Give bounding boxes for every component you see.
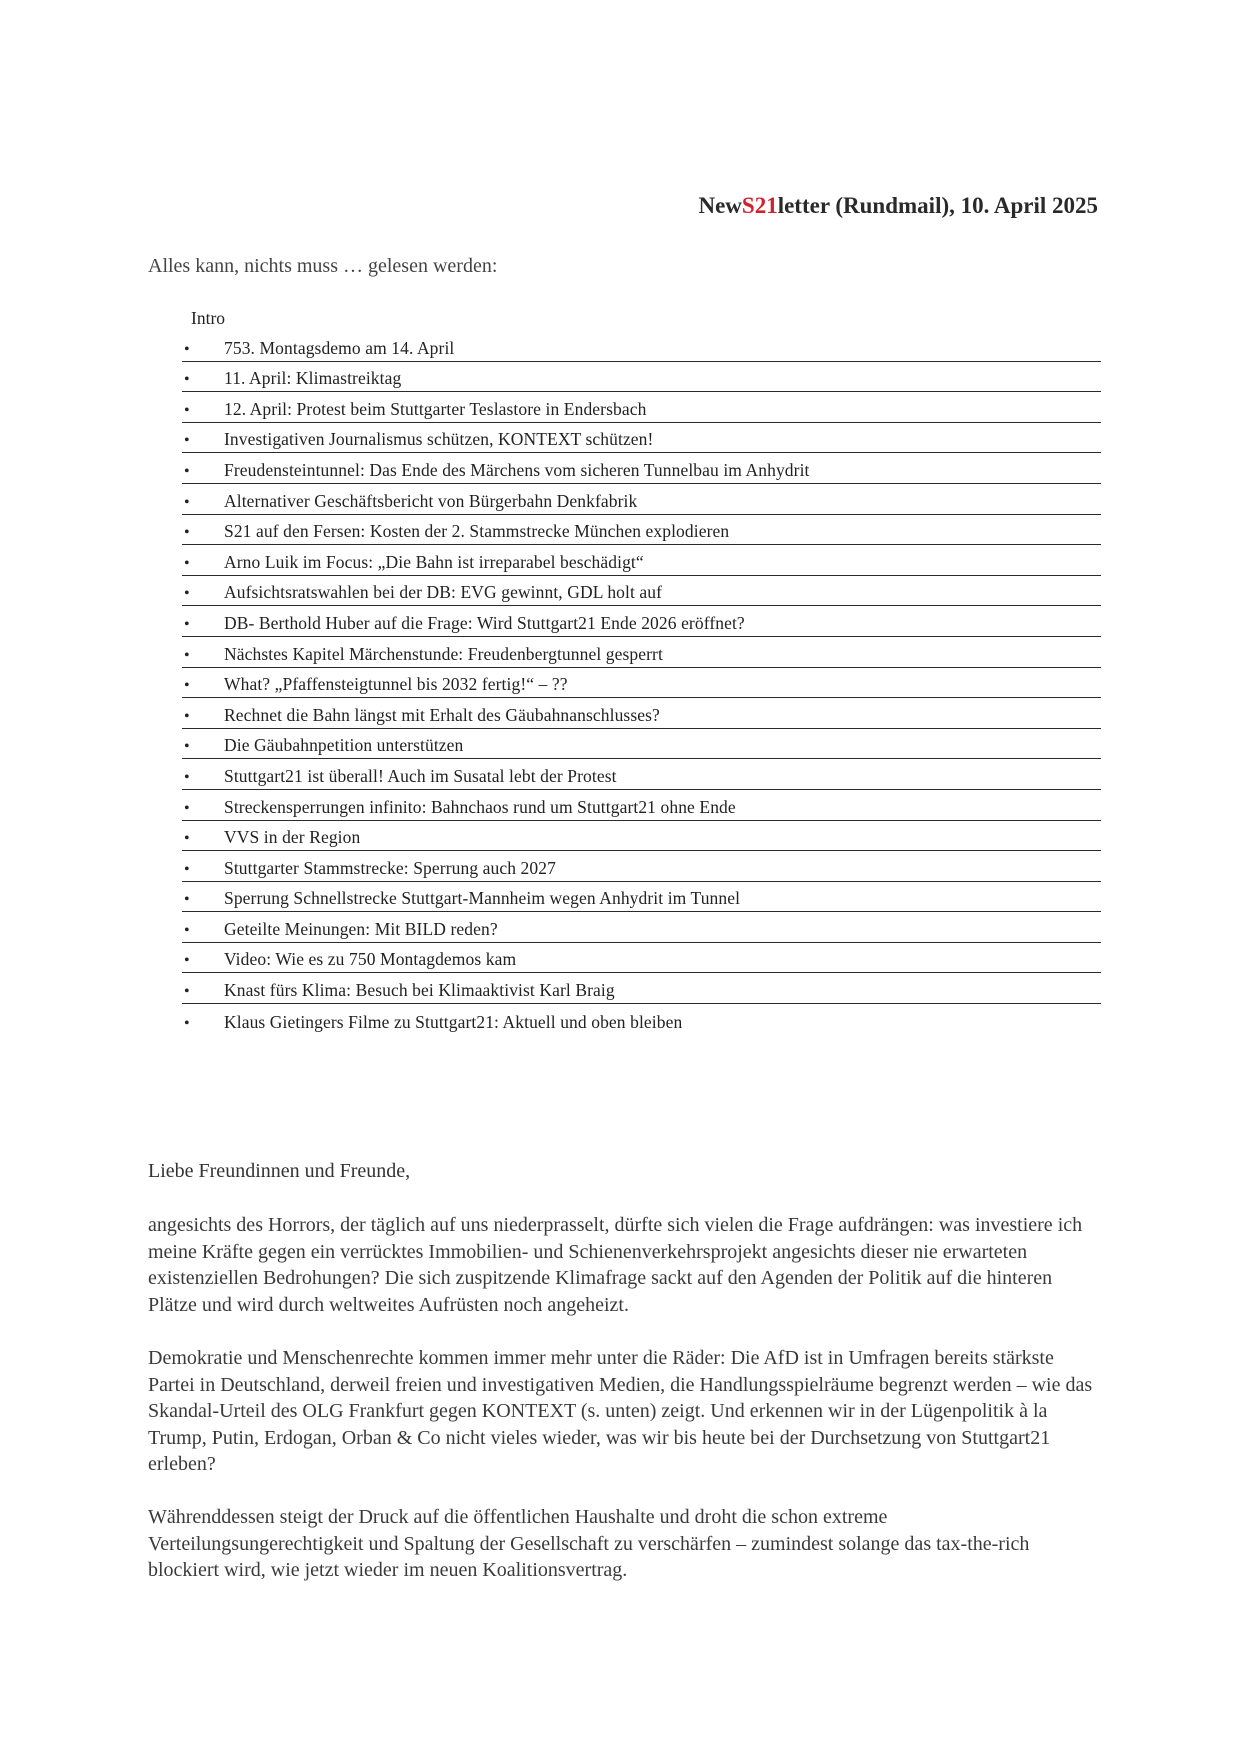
toc-item[interactable]	[182, 973, 1101, 1004]
toc-item-label: Alternativer Geschäftsbericht von Bürgerbahn Denkfabrik	[224, 490, 638, 511]
bullet-icon: •	[184, 432, 190, 450]
bullet-icon: •	[184, 921, 190, 939]
toc-item[interactable]	[182, 331, 1101, 362]
newsletter-title	[698, 193, 1098, 219]
toc-item[interactable]	[182, 362, 1101, 393]
toc-item[interactable]	[182, 943, 1101, 974]
bullet-icon: •	[184, 462, 190, 480]
toc-list	[182, 331, 1101, 1035]
toc-item-label: Sperrung Schnellstrecke Stuttgart-Mannheim wegen Anhydrit im Tunnel	[224, 888, 741, 909]
toc-item[interactable]	[182, 790, 1101, 821]
toc-item-label: Klaus Gietingers Filme zu Stuttgart21: Aktuell und oben bleiben	[224, 1011, 683, 1032]
toc-item[interactable]	[182, 882, 1101, 913]
toc-item[interactable]	[182, 576, 1101, 607]
reading-note: Alles kann, nichts muss … gelesen werden:	[148, 255, 498, 277]
table-of-contents	[182, 305, 1101, 1035]
toc-item-label: Video: Wie es zu 750 Montagdemos kam	[224, 949, 517, 970]
bullet-icon: •	[184, 554, 190, 572]
toc-item-label: Nächstes Kapitel Märchenstunde: Freudenbergtunnel gesperrt	[224, 643, 663, 664]
bullet-icon: •	[184, 493, 190, 511]
toc-item-label: Stuttgart21 ist überall! Auch im Susatal lebt der Protest	[224, 765, 617, 786]
toc-item[interactable]	[182, 912, 1101, 943]
bullet-icon: •	[184, 524, 190, 542]
bullet-icon: •	[184, 707, 190, 725]
toc-item[interactable]	[182, 423, 1101, 454]
title-suffix: letter (Rundmail), 10. April 2025	[777, 193, 1098, 218]
bullet-icon: •	[184, 830, 190, 848]
toc-item-label: Stuttgarter Stammstrecke: Sperrung auch 2027	[224, 857, 556, 878]
toc-item-label: Knast fürs Klima: Besuch bei Klimaaktivist Karl Braig	[224, 980, 615, 1001]
bullet-icon: •	[184, 340, 190, 358]
bullet-icon: •	[184, 860, 190, 878]
toc-item[interactable]	[182, 668, 1101, 699]
toc-item-label: What? „Pfaffensteigtunnel bis 2032 fertig!“ – ??	[224, 674, 568, 695]
letter-paragraph-1: angesichts des Horrors, der täglich auf uns niederprasselt, dürfte sich vielen die Frage aufdrängen: was investiere ich meine Kräfte gegen ein verrücktes Immobilien- und Schienenverkehrsprojekt angesichts dieser nie erwarteten existenziellen Bedrohungen? Die sich zuspitzende Klimafrage sackt auf den Agenden der Politik auf die hinteren Plätze und wird durch weltweites Aufrüsten noch angeheizt.	[148, 1214, 1083, 1316]
toc-item[interactable]	[182, 851, 1101, 882]
toc-item-label: 12. April: Protest beim Stuttgarter Teslastore in Endersbach	[224, 398, 647, 419]
bullet-icon: •	[184, 891, 190, 909]
bullet-icon: •	[184, 585, 190, 603]
bullet-icon: •	[184, 371, 190, 389]
toc-item-label: VVS in der Region	[224, 827, 361, 848]
bullet-icon: •	[184, 677, 190, 695]
bullet-icon: •	[184, 768, 190, 786]
title-highlight: S21	[741, 193, 778, 218]
toc-item-label: Streckensperrungen infinito: Bahnchaos rund um Stuttgart21 ohne Ende	[224, 796, 736, 817]
toc-item-label: Aufsichtsratswahlen bei der DB: EVG gewinnt, GDL holt auf	[224, 582, 663, 603]
toc-item[interactable]	[182, 729, 1101, 760]
toc-item-label: Die Gäubahnpetition unterstützen	[224, 735, 464, 756]
toc-item-label: Rechnet die Bahn längst mit Erhalt des Gäubahnanschlusses?	[224, 704, 660, 725]
toc-item[interactable]	[182, 453, 1101, 484]
bullet-icon: •	[184, 738, 190, 756]
toc-item[interactable]	[182, 821, 1101, 852]
toc-item-label: S21 auf den Fersen: Kosten der 2. Stammstrecke München explodieren	[224, 521, 730, 542]
bullet-icon: •	[184, 799, 190, 817]
bullet-icon: •	[184, 952, 190, 970]
toc-item[interactable]	[182, 759, 1101, 790]
toc-item[interactable]	[182, 515, 1101, 546]
toc-item-label: Investigativen Journalismus schützen, KONTEXT schützen!	[224, 429, 654, 450]
bullet-icon: •	[184, 983, 190, 1001]
bullet-icon: •	[184, 646, 190, 664]
toc-item[interactable]	[182, 637, 1101, 668]
toc-item-label: 11. April: Klimastreiktag	[224, 368, 402, 389]
bullet-icon: •	[184, 615, 190, 633]
title-prefix: New	[698, 193, 742, 218]
toc-item-label: DB- Berthold Huber auf die Frage: Wird Stuttgart21 Ende 2026 eröffnet?	[224, 612, 745, 633]
letter-paragraph-2: Demokratie und Menschenrechte kommen immer mehr unter die Räder: Die AfD ist in Umfragen bereits stärkste Partei in Deutschland, derweil freien und investigativen Medien, die Handlungsspielräume begrenzt werden – wie das Skandal-Urteil des OLG Frankfurt gegen KONTEXT (s. unten) zeigt. Und erkennen wir in der Lügenpolitik à la Trump, Putin, Erdogan, Orban & Co nicht vieles wieder, was wir bis heute bei der Durchsetzung von Stuttgart21 erleben?	[148, 1347, 1093, 1475]
toc-item[interactable]	[182, 545, 1101, 576]
bullet-icon: •	[184, 401, 190, 419]
toc-item[interactable]	[182, 606, 1101, 637]
toc-item-label: Freudensteintunnel: Das Ende des Märchens vom sicheren Tunnelbau im Anhydrit	[224, 459, 810, 480]
toc-item[interactable]	[182, 698, 1101, 729]
toc-item[interactable]	[182, 392, 1101, 423]
toc-item[interactable]	[182, 484, 1101, 515]
toc-item-label: 753. Montagsdemo am 14. April	[224, 337, 455, 358]
letter-paragraph-3: Währenddessen steigt der Druck auf die öffentlichen Haushalte und droht die schon extreme Verteilungsungerechtigkeit und Spaltung der Gesellschaft zu verschärfen – zumindest solange das tax-the-rich blockiert wird, wie jetzt wieder im neuen Koalitionsvertrag.	[148, 1506, 1030, 1581]
bullet-icon: •	[184, 1014, 190, 1032]
toc-item[interactable]	[182, 1004, 1101, 1035]
toc-item-label: Arno Luik im Focus: „Die Bahn ist irreparabel beschädigt“	[224, 551, 644, 572]
letter-greeting: Liebe Freundinnen und Freunde,	[148, 1160, 411, 1182]
toc-item-label: Geteilte Meinungen: Mit BILD reden?	[224, 918, 498, 939]
toc-intro[interactable]: Intro	[191, 308, 226, 328]
